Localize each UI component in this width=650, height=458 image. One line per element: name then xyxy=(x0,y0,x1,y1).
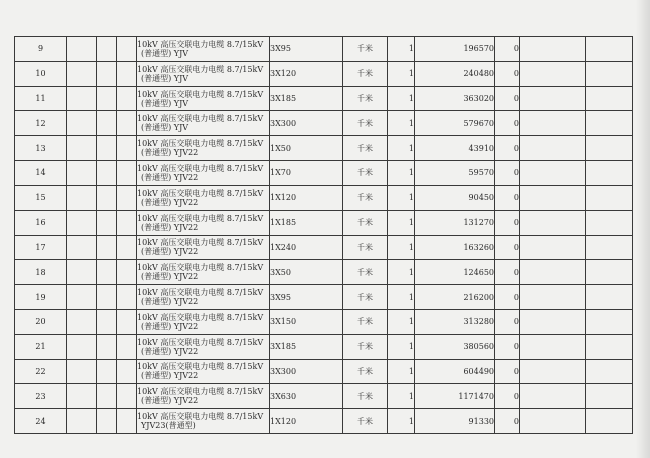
blank-cell xyxy=(586,235,633,260)
item-name-line1: 10kV 高压交联电力电缆 8.7/15kV xyxy=(137,312,264,322)
blank-cell xyxy=(67,359,97,384)
item-unit: 千米 xyxy=(343,285,388,310)
blank-cell xyxy=(117,136,137,161)
item-total: 0 xyxy=(495,285,520,310)
item-name xyxy=(137,285,270,310)
item-name-line1: 10kV 高压交联电力电缆 8.7/15kV xyxy=(137,263,264,273)
item-unit-price: 59570 xyxy=(415,161,495,186)
item-name xyxy=(137,86,270,111)
item-unit-price: 131270 xyxy=(415,210,495,235)
table-row xyxy=(15,384,633,409)
row-number: 23 xyxy=(15,384,67,409)
item-name xyxy=(137,384,270,409)
item-unit-price: 363020 xyxy=(415,86,495,111)
page-edge-shadow xyxy=(636,0,650,458)
blank-cell xyxy=(586,86,633,111)
item-name-line1: 10kV 高压交联电力电缆 8.7/15kV xyxy=(137,114,264,124)
blank-cell xyxy=(97,37,117,62)
blank-cell xyxy=(67,86,97,111)
item-unit-price: 124650 xyxy=(415,260,495,285)
blank-cell xyxy=(67,61,97,86)
item-name xyxy=(137,111,270,136)
blank-cell xyxy=(586,161,633,186)
row-number: 20 xyxy=(15,309,67,334)
item-name-line1: 10kV 高压交联电力电缆 8.7/15kV xyxy=(137,188,264,198)
blank-cell xyxy=(97,86,117,111)
blank-cell xyxy=(520,409,586,434)
blank-cell xyxy=(117,285,137,310)
blank-cell xyxy=(520,384,586,409)
item-unit: 千米 xyxy=(343,161,388,186)
blank-cell xyxy=(97,235,117,260)
blank-cell xyxy=(117,210,137,235)
blank-cell xyxy=(67,285,97,310)
item-unit: 千米 xyxy=(343,86,388,111)
blank-cell xyxy=(67,334,97,359)
item-quantity: 1 xyxy=(388,161,415,186)
item-unit-price: 90450 xyxy=(415,185,495,210)
blank-cell xyxy=(520,136,586,161)
row-number: 17 xyxy=(15,235,67,260)
item-total: 0 xyxy=(495,161,520,186)
item-unit: 千米 xyxy=(343,309,388,334)
item-name-line2: (普通型) YJV22 xyxy=(141,321,199,331)
item-name-line2: (普通型) YJV22 xyxy=(141,197,199,207)
blank-cell xyxy=(67,37,97,62)
blank-cell xyxy=(520,61,586,86)
item-unit: 千米 xyxy=(343,384,388,409)
blank-cell xyxy=(97,309,117,334)
blank-cell xyxy=(117,86,137,111)
blank-cell xyxy=(586,136,633,161)
item-unit-price: 313280 xyxy=(415,309,495,334)
blank-cell xyxy=(586,359,633,384)
item-unit-price: 1171470 xyxy=(415,384,495,409)
table-body xyxy=(15,37,633,434)
item-name-line1: 10kV 高压交联电力电缆 8.7/15kV xyxy=(137,139,264,149)
item-spec: 1X70 xyxy=(270,161,343,186)
blank-cell xyxy=(117,309,137,334)
item-quantity: 1 xyxy=(388,409,415,434)
blank-cell xyxy=(117,359,137,384)
item-total: 0 xyxy=(495,210,520,235)
blank-cell xyxy=(586,185,633,210)
blank-cell xyxy=(520,260,586,285)
item-unit-price: 91330 xyxy=(415,409,495,434)
item-unit-price: 43910 xyxy=(415,136,495,161)
item-name-line2: (普通型) YJV22 xyxy=(141,222,199,232)
item-unit: 千米 xyxy=(343,37,388,62)
item-name xyxy=(137,309,270,334)
item-spec: 3X95 xyxy=(270,37,343,62)
item-quantity: 1 xyxy=(388,136,415,161)
blank-cell xyxy=(67,210,97,235)
item-total: 0 xyxy=(495,359,520,384)
blank-cell xyxy=(97,210,117,235)
item-spec: 3X50 xyxy=(270,260,343,285)
row-number: 16 xyxy=(15,210,67,235)
item-unit-price: 216200 xyxy=(415,285,495,310)
item-quantity: 1 xyxy=(388,61,415,86)
item-name-line2: (普通型) YJV22 xyxy=(141,247,199,257)
blank-cell xyxy=(520,235,586,260)
item-name xyxy=(137,260,270,285)
item-name-line1: 10kV 高压交联电力电缆 8.7/15kV xyxy=(137,64,264,74)
item-name-line1: 10kV 高压交联电力电缆 8.7/15kV xyxy=(137,89,264,99)
item-spec: 3X630 xyxy=(270,384,343,409)
item-total: 0 xyxy=(495,86,520,111)
item-name-line1: 10kV 高压交联电力电缆 8.7/15kV xyxy=(137,387,264,397)
item-unit: 千米 xyxy=(343,359,388,384)
item-unit-price: 240480 xyxy=(415,61,495,86)
item-name-line2: (普通型) YJV22 xyxy=(141,297,199,307)
item-unit: 千米 xyxy=(343,185,388,210)
row-number: 10 xyxy=(15,61,67,86)
item-name-line1: 10kV 高压交联电力电缆 8.7/15kV xyxy=(137,39,264,49)
blank-cell xyxy=(520,210,586,235)
blank-cell xyxy=(117,161,137,186)
item-unit-price: 163260 xyxy=(415,235,495,260)
item-quantity: 1 xyxy=(388,384,415,409)
row-number: 22 xyxy=(15,359,67,384)
item-quantity: 1 xyxy=(388,359,415,384)
item-quantity: 1 xyxy=(388,86,415,111)
table-row xyxy=(15,409,633,434)
blank-cell xyxy=(520,111,586,136)
blank-cell xyxy=(97,185,117,210)
item-total: 0 xyxy=(495,136,520,161)
row-number: 24 xyxy=(15,409,67,434)
item-spec: 1X50 xyxy=(270,136,343,161)
blank-cell xyxy=(117,111,137,136)
item-spec: 3X120 xyxy=(270,61,343,86)
row-number: 21 xyxy=(15,334,67,359)
table-row xyxy=(15,136,633,161)
blank-cell xyxy=(117,409,137,434)
item-quantity: 1 xyxy=(388,185,415,210)
blank-cell xyxy=(117,384,137,409)
item-name-line1: 10kV 高压交联电力电缆 8.7/15kV xyxy=(137,238,264,248)
table-row xyxy=(15,210,633,235)
item-quantity: 1 xyxy=(388,235,415,260)
item-unit-price: 380560 xyxy=(415,334,495,359)
item-name-line2: (普通型) YJV xyxy=(141,73,189,83)
item-quantity: 1 xyxy=(388,334,415,359)
item-name-line2: (普通型) YJV xyxy=(141,98,189,108)
blank-cell xyxy=(586,309,633,334)
item-unit-price: 579670 xyxy=(415,111,495,136)
blank-cell xyxy=(97,359,117,384)
blank-cell xyxy=(117,185,137,210)
table-row xyxy=(15,334,633,359)
item-name-line2: (普通型) YJV22 xyxy=(141,396,199,406)
blank-cell xyxy=(586,260,633,285)
item-name xyxy=(137,185,270,210)
blank-cell xyxy=(67,136,97,161)
item-name-line1: 10kV 高压交联电力电缆 8.7/15kV xyxy=(137,412,264,422)
blank-cell xyxy=(520,334,586,359)
item-name-line2: (普通型) YJV22 xyxy=(141,371,199,381)
item-name xyxy=(137,37,270,62)
table-row xyxy=(15,359,633,384)
blank-cell xyxy=(520,161,586,186)
row-number: 13 xyxy=(15,136,67,161)
item-name-line1: 10kV 高压交联电力电缆 8.7/15kV xyxy=(137,362,264,372)
table-row xyxy=(15,235,633,260)
blank-cell xyxy=(586,210,633,235)
item-quantity: 1 xyxy=(388,260,415,285)
blank-cell xyxy=(117,61,137,86)
item-spec: 3X185 xyxy=(270,86,343,111)
row-number: 19 xyxy=(15,285,67,310)
blank-cell xyxy=(67,235,97,260)
item-quantity: 1 xyxy=(388,111,415,136)
item-unit-price: 604490 xyxy=(415,359,495,384)
row-number: 15 xyxy=(15,185,67,210)
blank-cell xyxy=(520,309,586,334)
blank-cell xyxy=(520,285,586,310)
item-total: 0 xyxy=(495,111,520,136)
blank-cell xyxy=(67,185,97,210)
item-name xyxy=(137,210,270,235)
blank-cell xyxy=(67,111,97,136)
item-total: 0 xyxy=(495,409,520,434)
blank-cell xyxy=(97,384,117,409)
item-spec: 1X240 xyxy=(270,235,343,260)
table-row xyxy=(15,37,633,62)
item-spec: 3X185 xyxy=(270,334,343,359)
row-number: 14 xyxy=(15,161,67,186)
item-total: 0 xyxy=(495,260,520,285)
item-unit: 千米 xyxy=(343,210,388,235)
blank-cell xyxy=(117,37,137,62)
blank-cell xyxy=(117,334,137,359)
item-spec: 1X120 xyxy=(270,185,343,210)
item-quantity: 1 xyxy=(388,210,415,235)
item-total: 0 xyxy=(495,37,520,62)
item-name xyxy=(137,161,270,186)
item-unit: 千米 xyxy=(343,235,388,260)
table-row xyxy=(15,260,633,285)
row-number: 11 xyxy=(15,86,67,111)
item-total: 0 xyxy=(495,309,520,334)
blank-cell xyxy=(586,409,633,434)
blank-cell xyxy=(67,309,97,334)
table-row xyxy=(15,185,633,210)
blank-cell xyxy=(586,334,633,359)
item-unit: 千米 xyxy=(343,260,388,285)
item-name-line2: YJV23(普通型) xyxy=(141,421,196,431)
blank-cell xyxy=(67,384,97,409)
blank-cell xyxy=(520,37,586,62)
blank-cell xyxy=(97,334,117,359)
table-row xyxy=(15,309,633,334)
item-total: 0 xyxy=(495,61,520,86)
item-name xyxy=(137,409,270,434)
item-spec: 1X185 xyxy=(270,210,343,235)
blank-cell xyxy=(97,111,117,136)
item-unit: 千米 xyxy=(343,136,388,161)
blank-cell xyxy=(520,359,586,384)
item-name xyxy=(137,359,270,384)
blank-cell xyxy=(97,260,117,285)
item-name-line2: (普通型) YJV22 xyxy=(141,346,199,356)
item-name xyxy=(137,235,270,260)
item-total: 0 xyxy=(495,334,520,359)
item-spec: 1X120 xyxy=(270,409,343,434)
blank-cell xyxy=(586,111,633,136)
blank-cell xyxy=(520,185,586,210)
blank-cell xyxy=(67,260,97,285)
item-unit: 千米 xyxy=(343,334,388,359)
blank-cell xyxy=(97,409,117,434)
item-name-line2: (普通型) YJV22 xyxy=(141,272,199,282)
item-total: 0 xyxy=(495,185,520,210)
item-name-line2: (普通型) YJV22 xyxy=(141,172,199,182)
item-name xyxy=(137,61,270,86)
item-spec: 3X300 xyxy=(270,359,343,384)
price-table xyxy=(14,36,633,434)
blank-cell xyxy=(117,235,137,260)
blank-cell xyxy=(97,161,117,186)
item-unit: 千米 xyxy=(343,409,388,434)
blank-cell xyxy=(97,285,117,310)
item-total: 0 xyxy=(495,384,520,409)
item-name xyxy=(137,136,270,161)
item-name-line1: 10kV 高压交联电力电缆 8.7/15kV xyxy=(137,213,264,223)
blank-cell xyxy=(586,384,633,409)
table-row xyxy=(15,86,633,111)
item-quantity: 1 xyxy=(388,37,415,62)
item-spec: 3X300 xyxy=(270,111,343,136)
item-name-line1: 10kV 高压交联电力电缆 8.7/15kV xyxy=(137,163,264,173)
table-row xyxy=(15,61,633,86)
item-unit: 千米 xyxy=(343,61,388,86)
blank-cell xyxy=(97,136,117,161)
row-number: 9 xyxy=(15,37,67,62)
row-number: 18 xyxy=(15,260,67,285)
item-unit-price: 196570 xyxy=(415,37,495,62)
blank-cell xyxy=(97,61,117,86)
item-name-line1: 10kV 高压交联电力电缆 8.7/15kV xyxy=(137,337,264,347)
table-row xyxy=(15,285,633,310)
item-name xyxy=(137,334,270,359)
item-name-line2: (普通型) YJV xyxy=(141,48,189,58)
item-name-line1: 10kV 高压交联电力电缆 8.7/15kV xyxy=(137,288,264,298)
item-quantity: 1 xyxy=(388,309,415,334)
blank-cell xyxy=(67,409,97,434)
item-spec: 3X150 xyxy=(270,309,343,334)
table-row xyxy=(15,161,633,186)
blank-cell xyxy=(117,260,137,285)
blank-cell xyxy=(586,61,633,86)
blank-cell xyxy=(67,161,97,186)
table-row xyxy=(15,111,633,136)
item-name-line2: (普通型) YJV22 xyxy=(141,148,199,158)
item-spec: 3X95 xyxy=(270,285,343,310)
item-quantity: 1 xyxy=(388,285,415,310)
blank-cell xyxy=(520,86,586,111)
item-total: 0 xyxy=(495,235,520,260)
row-number: 12 xyxy=(15,111,67,136)
blank-cell xyxy=(586,285,633,310)
item-unit: 千米 xyxy=(343,111,388,136)
blank-cell xyxy=(586,37,633,62)
item-name-line2: (普通型) YJV xyxy=(141,123,189,133)
